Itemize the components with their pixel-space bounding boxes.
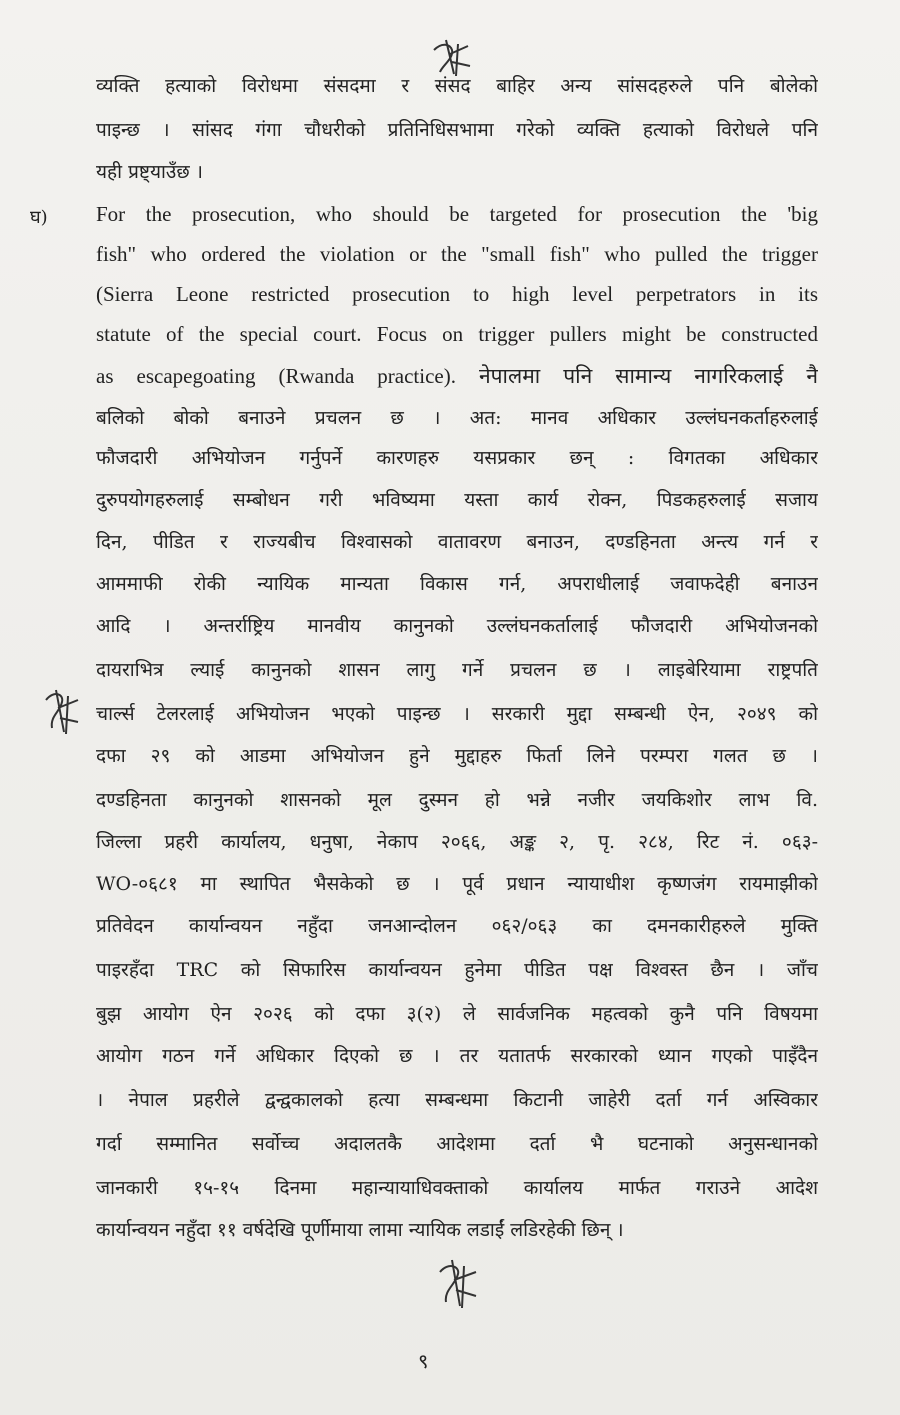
text-line: fish" who ordered the violation or the "small fish" who pulled the trigger xyxy=(96,242,818,266)
page-number: ९ xyxy=(418,1349,429,1373)
text-line: जिल्ला प्रहरी कार्यालय, धनुषा, नेकाप २०६६, अङ्क २, पृ. २८४, रिट नं. ०६३- xyxy=(96,831,818,853)
text-line: WO-०६८१ मा स्थापित भैसकेको छ । पूर्व प्रधान न्यायाधीश कृष्णजंग रायमाझीको xyxy=(96,873,818,895)
text-line: फौजदारी अभियोजन गर्नुपर्ने कारणहरु यसप्रकार छन् : विगतका अधिकार xyxy=(96,447,818,469)
text-line: as escapegoating (Rwanda practice). नेपालमा पनि सामान्य नागरिकलाई नै xyxy=(96,364,818,388)
signature-top xyxy=(428,36,474,78)
text-line: (Sierra Leone restricted prosecution to high level perpetrators in its xyxy=(96,282,818,306)
text-line: जानकारी १५-१५ दिनमा महान्यायाधिवक्ताको कार्यालय मार्फत गराउने आदेश xyxy=(96,1177,818,1199)
text-line: दिन, पीडित र राज्यबीच विश्वासको वातावरण बनाउन, दण्डहिनता अन्त्य गर्न र xyxy=(96,531,818,553)
text-line: पाइन्छ । सांसद गंगा चौधरीको प्रतिनिधिसभामा गरेको व्यक्ति हत्याको विरोधले पनि xyxy=(96,119,818,141)
signature-margin xyxy=(42,688,82,736)
signature-bottom xyxy=(436,1258,480,1310)
text-line: For the prosecution, who should be targeted for prosecution the 'big xyxy=(96,202,818,226)
text-line: चार्ल्स टेलरलाई अभियोजन भएको पाइन्छ । सरकारी मुद्दा सम्बन्धी ऐन, २०४९ को xyxy=(96,703,818,725)
text-line: दुरुपयोगहरुलाई सम्बोधन गरी भविष्यमा यस्ता कार्य रोक्न, पिडकहरुलाई सजाय xyxy=(96,489,818,511)
text-line: दायराभित्र ल्याई कानुनको शासन लागु गर्ने प्रचलन छ । लाइबेरियामा राष्ट्रपति xyxy=(96,659,818,681)
text-line: व्यक्ति हत्याको विरोधमा संसदमा र संसद बाहिर अन्य सांसदहरुले पनि बोलेको xyxy=(96,75,818,97)
text-line: statute of the special court. Focus on trigger pullers might be constructed xyxy=(96,322,818,346)
text-line: कार्यान्वयन नहुँदा ११ वर्षदेखि पूर्णीमाया लामा न्यायिक लडाईं लडिरहेकी छिन् । xyxy=(96,1219,624,1241)
text-line: गर्दा सम्मानित सर्वोच्च अदालतकै आदेशमा दर्ता भै घटनाको अनुसन्धानको xyxy=(96,1133,818,1155)
text-line: आयोग गठन गर्ने अधिकार दिएको छ । तर यतातर्फ सरकारको ध्यान गएको पाइँदैन xyxy=(96,1045,818,1067)
text-line: आदि । अन्तर्राष्ट्रिय मानवीय कानुनको उल्लंघनकर्तालाई फौजदारी अभियोजनको xyxy=(96,615,818,637)
text-line: बुझ आयोग ऐन २०२६ को दफा ३(२) ले सार्वजनिक महत्वको कुनै पनि विषयमा xyxy=(96,1003,818,1025)
text-line: दफा २९ को आडमा अभियोजन हुने मुद्दाहरु फिर्ता लिने परम्परा गलत छ । xyxy=(96,745,818,767)
text-line: यही प्रष्ट्याउँछ । xyxy=(96,161,203,183)
text-line: बलिको बोको बनाउने प्रचलन छ । अत: मानव अधिकार उल्लंघनकर्ताहरुलाई xyxy=(96,407,818,429)
text-line: पाइरहँदा TRC को सिफारिस कार्यान्वयन हुनेमा पीडित पक्ष विश्वस्त छैन । जाँच xyxy=(96,959,818,981)
text-line: । नेपाल प्रहरीले द्वन्द्वकालको हत्या सम्बन्धमा किटानी जाहेरी दर्ता गर्न अस्विकार xyxy=(96,1089,818,1111)
text-line: दण्डहिनता कानुनको शासनको मूल दुस्मन हो भन्ने नजीर जयकिशोर लाभ वि. xyxy=(96,789,818,811)
text-line: आममाफी रोकी न्यायिक मान्यता विकास गर्न, अपराधीलाई जवाफदेही बनाउन xyxy=(96,573,818,595)
section-marker: घ) xyxy=(30,207,48,228)
text-line: प्रतिवेदन कार्यान्वयन नहुँदा जनआन्दोलन ०६२/०६३ का दमनकारीहरुले मुक्ति xyxy=(96,915,818,937)
